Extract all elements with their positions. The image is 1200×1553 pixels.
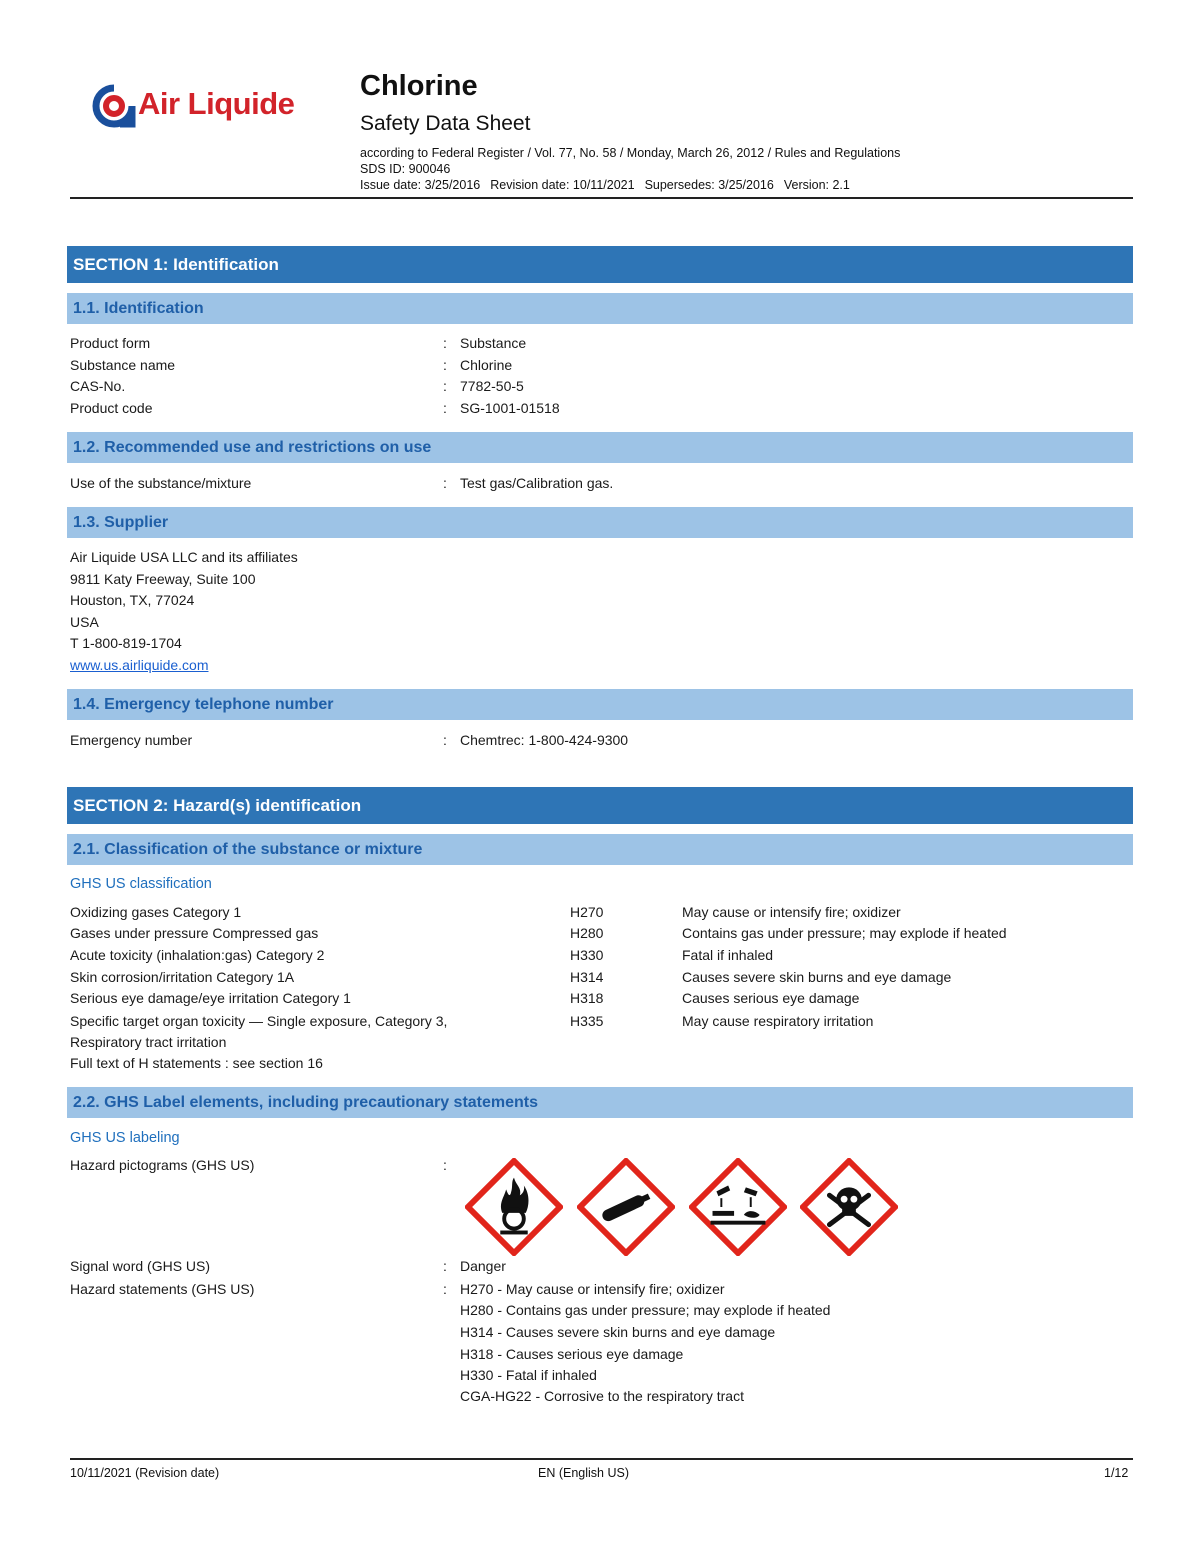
colon: : [443, 400, 447, 416]
document-meta [360, 145, 900, 193]
regulation-text: according to Federal Register / Vol. 77, No. 58 / Monday, March 26, 2012 / Rules and Regulations [360, 146, 901, 160]
signal-word-value: Danger [460, 1258, 506, 1274]
ghs-statement: May cause or intensify fire; oxidizer [682, 904, 901, 920]
ghs-statement: Causes severe skin burns and eye damage [682, 969, 952, 985]
subsection-1-2-header: 1.2. Recommended use and restrictions on use [67, 432, 1133, 463]
product-code-label: Product code [70, 400, 153, 416]
colon: : [443, 1258, 447, 1274]
ghs-code: H318 [570, 990, 604, 1006]
subsection-1-3-header: 1.3. Supplier [67, 507, 1133, 538]
air-liquide-emblem-icon [92, 84, 136, 128]
ghs-statement: Contains gas under pressure; may explode if heated [682, 925, 1007, 941]
revision-date: Revision date: 10/11/2021 [490, 178, 635, 192]
ghs-class: Serious eye damage/eye irritation Category 1 [70, 990, 351, 1006]
section-2-header: SECTION 2: Hazard(s) identification [67, 787, 1133, 824]
section-1-header: SECTION 1: Identification [67, 246, 1133, 283]
skull-crossbones-icon [800, 1158, 898, 1261]
version: Version: 2.1 [783, 178, 850, 192]
ghs-class: Oxidizing gases Category 1 [70, 904, 242, 920]
logo-wordmark: Air Liquide [138, 86, 295, 121]
ghs-code: H270 [570, 904, 604, 920]
colon: : [443, 1281, 447, 1297]
cas-no-value: 7782-50-5 [460, 378, 524, 394]
pictograms-label: Hazard pictograms (GHS US) [70, 1157, 255, 1173]
issue-date: Issue date: 3/25/2016 [360, 178, 481, 192]
footer-page-number: 1/12 [1104, 1466, 1129, 1480]
hazard-statement: H280 - Contains gas under pressure; may explode if heated [460, 1302, 831, 1318]
ghs-statement: Causes serious eye damage [682, 990, 860, 1006]
ghs-statement: May cause respiratory irritation [682, 1013, 874, 1029]
ghs-class: Gases under pressure Compressed gas [70, 925, 319, 941]
ghs-class-continuation: Respiratory tract irritation [70, 1034, 227, 1050]
subsection-1-1-header: 1.1. Identification [67, 293, 1133, 324]
colon: : [443, 1157, 447, 1173]
substance-name-value: Chlorine [460, 357, 513, 373]
supplier-website-link[interactable]: www.us.airliquide.com [70, 657, 209, 673]
emergency-value: Chemtrec: 1-800-424-9300 [460, 732, 629, 748]
cas-no-label: CAS-No. [70, 378, 126, 394]
subsection-2-1-header: 2.1. Classification of the substance or mixture [67, 834, 1133, 865]
gas-cylinder-icon [577, 1158, 675, 1261]
product-form-label: Product form [70, 335, 151, 351]
supplier-city: Houston, TX, 77024 [70, 592, 195, 608]
supplier-country: USA [70, 614, 99, 630]
hazard-statement: H318 - Causes serious eye damage [460, 1346, 684, 1362]
header-divider [70, 197, 1133, 199]
subsection-2-2-header: 2.2. GHS Label elements, including precautionary statements [67, 1087, 1133, 1118]
ghs-class: Skin corrosion/irritation Category 1A [70, 969, 295, 985]
ghs-class: Specific target organ toxicity — Single exposure, Category 3, [70, 1013, 448, 1029]
supplier-name: Air Liquide USA LLC and its affiliates [70, 549, 298, 565]
ghs-code: H314 [570, 969, 604, 985]
colon: : [443, 475, 447, 491]
ghs-code: H280 [570, 925, 604, 941]
ghs-code: H330 [570, 947, 604, 963]
sds-id: SDS ID: 900046 [360, 162, 451, 176]
use-value: Test gas/Calibration gas. [460, 475, 614, 491]
hazard-statement: H330 - Fatal if inhaled [460, 1367, 597, 1383]
dates-line [360, 177, 900, 193]
document-subtitle: Safety Data Sheet [360, 112, 531, 135]
full-text-note: Full text of H statements : see section 16 [70, 1055, 323, 1071]
air-liquide-logo [92, 84, 332, 132]
flame-over-circle-icon [465, 1158, 563, 1261]
signal-word-label: Signal word (GHS US) [70, 1258, 211, 1274]
product-code-value: SG-1001-01518 [460, 400, 560, 416]
hazard-statement: H314 - Causes severe skin burns and eye damage [460, 1324, 776, 1340]
hazard-statement: CGA-HG22 - Corrosive to the respiratory tract [460, 1388, 744, 1404]
ghs-code: H335 [570, 1013, 604, 1029]
ghs-class: Acute toxicity (inhalation:gas) Category 2 [70, 947, 325, 963]
footer-divider [70, 1458, 1133, 1460]
colon: : [443, 335, 447, 351]
hazard-statements-label: Hazard statements (GHS US) [70, 1281, 255, 1297]
supersedes: Supersedes: 3/25/2016 [644, 178, 774, 192]
footer-date: 10/11/2021 (Revision date) [70, 1466, 220, 1480]
use-label: Use of the substance/mixture [70, 475, 252, 491]
emergency-label: Emergency number [70, 732, 193, 748]
colon: : [443, 732, 447, 748]
colon: : [443, 357, 447, 373]
ghs-classification-heading: GHS US classification [70, 876, 212, 892]
product-form-value: Substance [460, 335, 527, 351]
ghs-labeling-heading: GHS US labeling [70, 1130, 180, 1146]
colon: : [443, 378, 447, 394]
corrosion-icon [689, 1158, 787, 1261]
hazard-statement: H270 - May cause or intensify fire; oxidizer [460, 1281, 725, 1297]
supplier-phone: T 1-800-819-1704 [70, 635, 182, 651]
document-title: Chlorine [360, 70, 478, 102]
substance-name-label: Substance name [70, 357, 176, 373]
supplier-street: 9811 Katy Freeway, Suite 100 [70, 571, 256, 587]
footer-language: EN (English US) [538, 1466, 629, 1480]
ghs-statement: Fatal if inhaled [682, 947, 774, 963]
subsection-1-4-header: 1.4. Emergency telephone number [67, 689, 1133, 720]
